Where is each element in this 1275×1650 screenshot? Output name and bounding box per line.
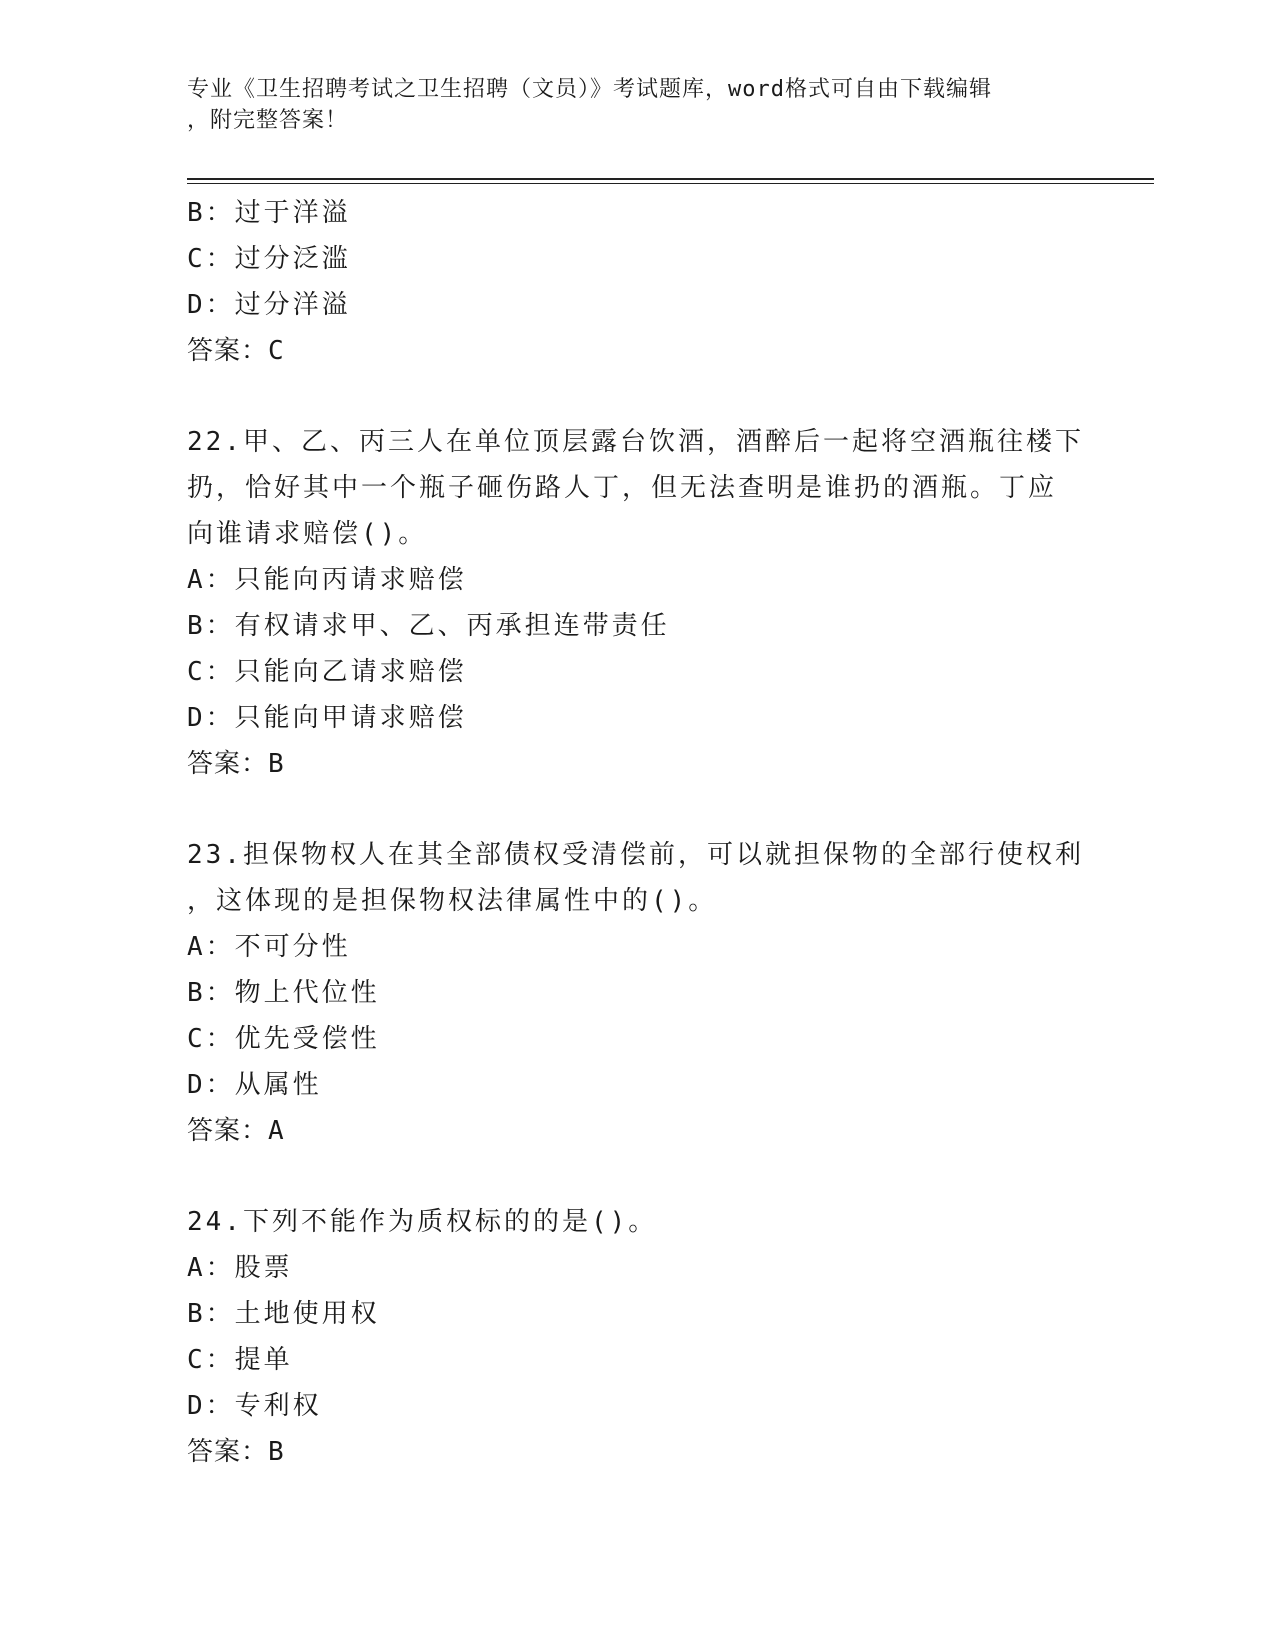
answer: 答案：A <box>187 1116 285 1146</box>
option-b: B：有权请求甲、乙、丙承担连带责任 <box>187 611 670 641</box>
option-d: D：过分洋溢 <box>187 290 351 320</box>
option-c: C：提单 <box>187 1345 293 1375</box>
question-stem-line: 22.甲、乙、丙三人在单位顶层露台饮酒，酒醉后一起将空酒瓶往楼下 <box>187 427 1084 457</box>
option-a: A：不可分性 <box>187 932 351 962</box>
option-b: B：过于洋溢 <box>187 198 351 228</box>
answer: 答案：B <box>187 1437 285 1467</box>
question-list <box>187 190 1087 1475</box>
option-c: C：优先受偿性 <box>187 1024 380 1054</box>
question-stem-line: 向谁请求赔偿()。 <box>187 519 428 549</box>
option-b: B：土地使用权 <box>187 1299 380 1329</box>
header-line-2: ，附完整答案！ <box>187 108 349 133</box>
answer: 答案：C <box>187 336 285 366</box>
question-stem-line: ，这体现的是担保物权法律属性中的()。 <box>187 886 718 916</box>
question-24 <box>187 1199 1087 1475</box>
question-21 <box>187 190 1087 374</box>
header-line-1: 专业《卫生招聘考试之卫生招聘（文员）》考试题库，word格式可自由下载编辑 <box>187 77 992 102</box>
header-divider <box>187 178 1154 184</box>
option-b: B：物上代位性 <box>187 978 380 1008</box>
option-a: A：只能向丙请求赔偿 <box>187 565 467 595</box>
option-d: D：从属性 <box>187 1070 322 1100</box>
question-stem-line: 23.担保物权人在其全部债权受清偿前，可以就担保物的全部行使权利 <box>187 840 1084 870</box>
question-22 <box>187 419 1087 787</box>
option-d: D：只能向甲请求赔偿 <box>187 703 467 733</box>
answer: 答案：B <box>187 749 285 779</box>
document-header <box>187 74 1087 136</box>
option-d: D：专利权 <box>187 1391 322 1421</box>
option-c: C：过分泛滥 <box>187 244 351 274</box>
question-stem-line: 24.下列不能作为质权标的的是()。 <box>187 1207 658 1237</box>
option-a: A：股票 <box>187 1253 293 1283</box>
option-c: C：只能向乙请求赔偿 <box>187 657 467 687</box>
question-23 <box>187 832 1087 1154</box>
question-stem-line: 扔，恰好其中一个瓶子砸伤路人丁，但无法查明是谁扔的酒瓶。丁应 <box>187 473 1058 503</box>
